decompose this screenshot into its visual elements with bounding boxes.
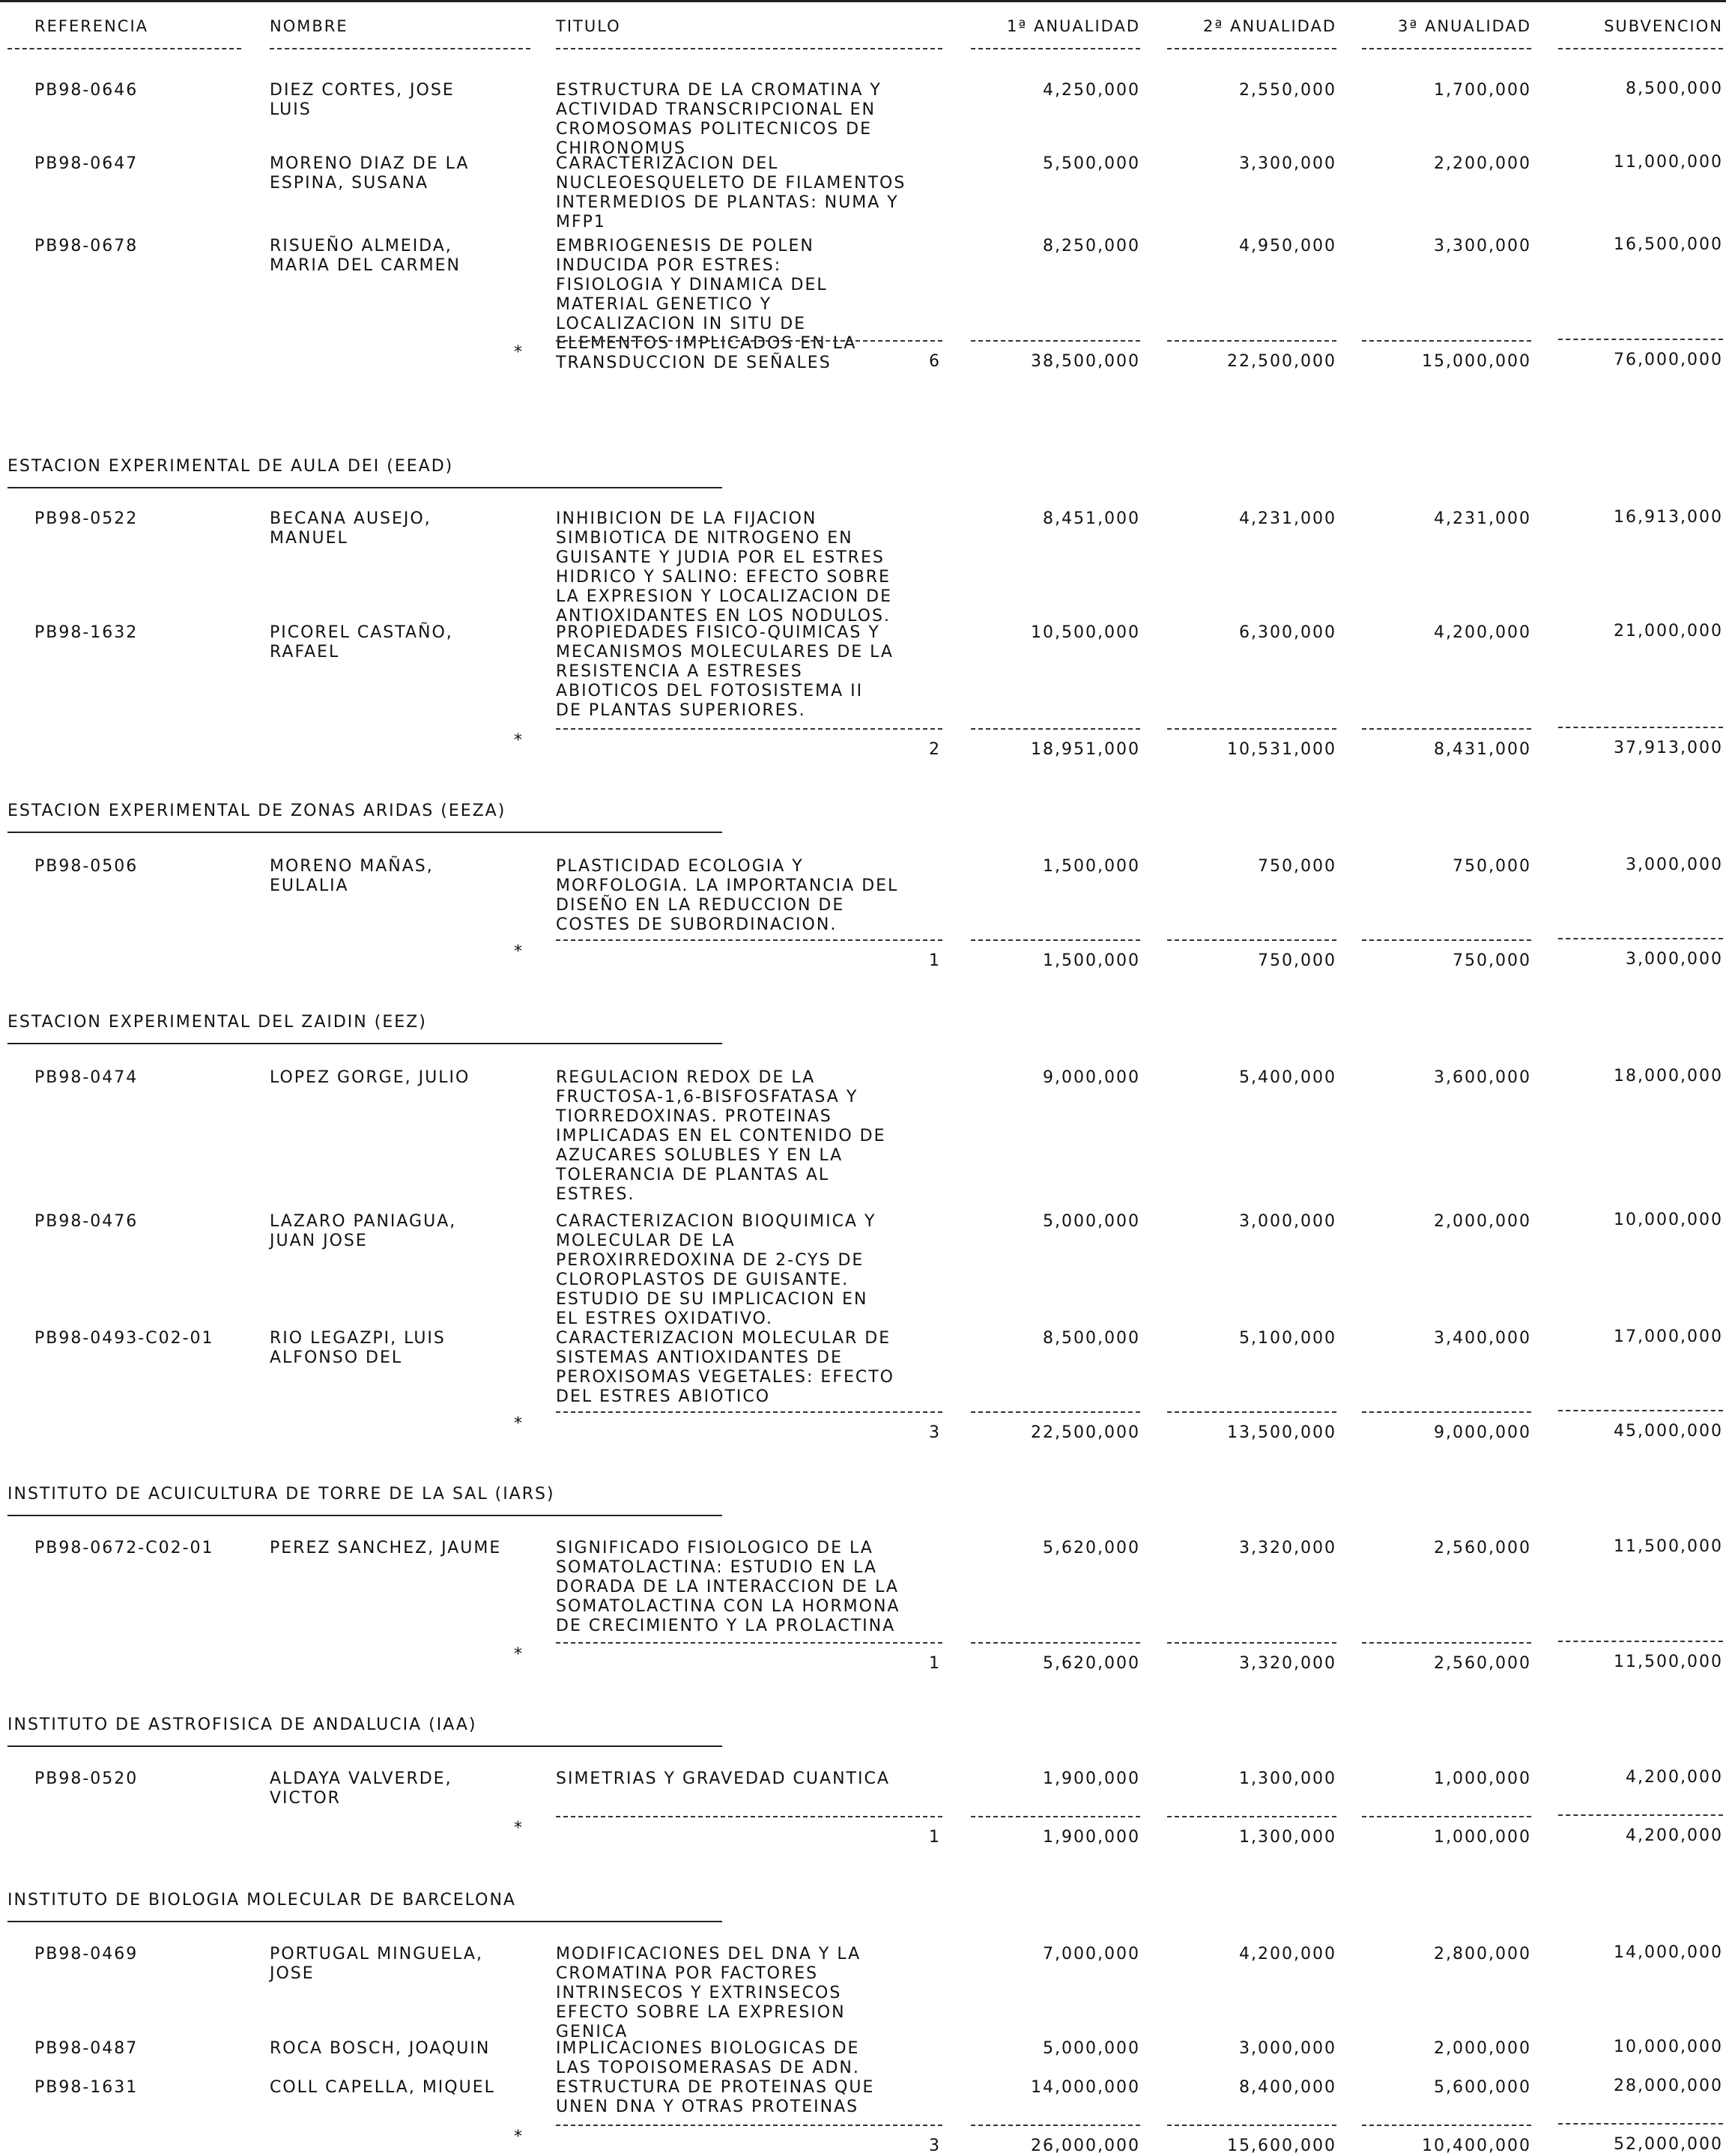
subtotal-dashes-y1 xyxy=(971,939,1140,941)
cell-titulo: PROPIEDADES FISICO-QUIMICAS Y MECANISMOS MOLECULARES DE LA RESISTENCIA A ESTRESES ABIOTICOS DEL FOTOSISTEMA II DE PLANTAS SUPERIORES. xyxy=(556,623,894,720)
cell-titulo: CARACTERIZACION DEL NUCLEOESQUELETO DE FILAMENTOS INTERMEDIOS DE PLANTAS: NUMA Y MFP1 xyxy=(556,154,906,231)
cell-titulo: EMBRIOGENESIS DE POLEN INDUCIDA POR ESTRES: FISIOLOGIA Y DINAMICA DEL MATERIAL GENETICO Y LOCALIZACION IN SITU DE ELEMENTOS IMPLICADOS EN LA TRANSDUCCION DE SEÑALES xyxy=(556,237,857,372)
subtotal-subvencion: 4,200,000 xyxy=(1626,1826,1723,1845)
cell-referencia: PB98-0520 xyxy=(34,1769,139,1788)
subtotal-dashes-y1 xyxy=(971,1816,1140,1817)
cell-anualidad-2: 5,100,000 xyxy=(1239,1329,1336,1348)
institution-underline xyxy=(7,832,722,833)
subtotal-dashes-title xyxy=(556,939,942,941)
header-dashes-y3 xyxy=(1362,48,1531,49)
header-subvencion: SUBVENCION xyxy=(1604,17,1723,35)
subtotal-star: * xyxy=(514,1645,524,1664)
cell-subvencion: 14,000,000 xyxy=(1614,1943,1723,1962)
subtotal-anualidad-1: 22,500,000 xyxy=(1031,1423,1140,1442)
cell-referencia: PB98-0487 xyxy=(34,2039,139,2058)
subtotal-count: 6 xyxy=(929,352,941,371)
header-referencia: REFERENCIA xyxy=(34,17,148,35)
cell-anualidad-3: 2,560,000 xyxy=(1434,1539,1531,1557)
subtotal-dashes-y3 xyxy=(1362,1816,1531,1817)
cell-anualidad-1: 8,451,000 xyxy=(1043,509,1140,528)
cell-titulo: REGULACION REDOX DE LA FRUCTOSA-1,6-BISFOSFATASA Y TIORREDOXINAS. PROTEINAS IMPLICADAS EN EL CONTENIDO DE AZUCARES SOLUBLES Y EN LA TOLERANCIA DE PLANTAS AL ESTRES. xyxy=(556,1068,886,1204)
subtotal-anualidad-1: 26,000,000 xyxy=(1031,2137,1140,2155)
cell-subvencion: 3,000,000 xyxy=(1626,856,1723,874)
cell-anualidad-2: 3,000,000 xyxy=(1239,1212,1336,1231)
cell-anualidad-2: 1,300,000 xyxy=(1239,1769,1336,1788)
subtotal-subvencion: 52,000,000 xyxy=(1614,2135,1723,2154)
subtotal-anualidad-3: 9,000,000 xyxy=(1434,1423,1531,1442)
institution-name: ESTACION EXPERIMENTAL DE AULA DEI (EEAD) xyxy=(7,457,454,476)
subtotal-anualidad-1: 1,500,000 xyxy=(1043,951,1140,970)
cell-referencia: PB98-1632 xyxy=(34,623,139,642)
subtotal-dashes-title xyxy=(556,1642,942,1644)
cell-nombre: RIO LEGAZPI, LUIS ALFONSO DEL xyxy=(270,1329,446,1367)
subtotal-anualidad-2: 13,500,000 xyxy=(1227,1423,1336,1442)
subtotal-count: 1 xyxy=(929,951,941,970)
subtotal-count: 1 xyxy=(929,1828,941,1847)
subtotal-anualidad-3: 1,000,000 xyxy=(1434,1828,1531,1847)
subtotal-subvencion: 11,500,000 xyxy=(1614,1653,1723,1671)
cell-subvencion: 8,500,000 xyxy=(1626,79,1723,98)
cell-anualidad-3: 3,300,000 xyxy=(1434,237,1531,255)
cell-nombre: COLL CAPELLA, MIQUEL xyxy=(270,2078,495,2097)
cell-anualidad-3: 750,000 xyxy=(1453,857,1531,876)
subtotal-dashes-total xyxy=(1558,339,1723,340)
cell-nombre: PICOREL CASTAÑO, RAFAEL xyxy=(270,623,453,661)
subtotal-count: 3 xyxy=(929,2137,941,2155)
cell-anualidad-1: 8,250,000 xyxy=(1043,237,1140,255)
cell-nombre: ROCA BOSCH, JOAQUIN xyxy=(270,2039,491,2058)
cell-subvencion: 10,000,000 xyxy=(1614,1211,1723,1229)
cell-anualidad-2: 3,300,000 xyxy=(1239,154,1336,173)
header-titulo: TITULO xyxy=(556,17,621,35)
subtotal-anualidad-2: 10,531,000 xyxy=(1227,740,1336,759)
cell-nombre: DIEZ CORTES, JOSE LUIS xyxy=(270,81,455,119)
subtotal-dashes-total xyxy=(1558,727,1723,728)
cell-anualidad-1: 5,500,000 xyxy=(1043,154,1140,173)
cell-titulo: SIMETRIAS Y GRAVEDAD CUANTICA xyxy=(556,1769,890,1788)
cell-nombre: RISUEÑO ALMEIDA, MARIA DEL CARMEN xyxy=(270,237,461,275)
subtotal-count: 2 xyxy=(929,740,941,759)
cell-anualidad-3: 2,000,000 xyxy=(1434,1212,1531,1231)
cell-subvencion: 10,000,000 xyxy=(1614,2038,1723,2056)
subtotal-star: * xyxy=(514,1819,524,1838)
subtotal-anualidad-3: 2,560,000 xyxy=(1434,1654,1531,1673)
cell-anualidad-2: 750,000 xyxy=(1258,857,1336,876)
cell-subvencion: 11,500,000 xyxy=(1614,1537,1723,1556)
cell-anualidad-2: 4,950,000 xyxy=(1239,237,1336,255)
cell-anualidad-3: 1,700,000 xyxy=(1434,81,1531,100)
subtotal-dashes-title xyxy=(556,1816,942,1817)
cell-subvencion: 17,000,000 xyxy=(1614,1327,1723,1346)
cell-titulo: SIGNIFICADO FISIOLOGICO DE LA SOMATOLACTINA: ESTUDIO EN LA DORADA DE LA INTERACCION DE LA SOMATOLACTINA CON LA HORMONA DE CRECIMIENTO Y LA PROLACTINA xyxy=(556,1539,900,1635)
institution-name: ESTACION EXPERIMENTAL DE ZONAS ARIDAS (EEZA) xyxy=(7,802,506,820)
institution-underline xyxy=(7,1745,722,1747)
subtotal-dashes-total xyxy=(1558,1814,1723,1816)
subtotal-anualidad-3: 750,000 xyxy=(1453,951,1531,970)
cell-subvencion: 4,200,000 xyxy=(1626,1768,1723,1787)
header-dashes-name xyxy=(270,48,530,49)
subtotal-dashes-y2 xyxy=(1167,1816,1336,1817)
cell-titulo: ESTRUCTURA DE LA CROMATINA Y ACTIVIDAD TRANSCRIPCIONAL EN CROMOSOMAS POLITECNICOS DE CHIRONOMUS xyxy=(556,81,882,158)
cell-nombre: MORENO DIAZ DE LA ESPINA, SUSANA xyxy=(270,154,470,193)
cell-subvencion: 21,000,000 xyxy=(1614,622,1723,641)
cell-anualidad-2: 3,000,000 xyxy=(1239,2039,1336,2058)
institution-name: INSTITUTO DE ACUICULTURA DE TORRE DE LA SAL (IARS) xyxy=(7,1485,555,1504)
cell-titulo: CARACTERIZACION MOLECULAR DE SISTEMAS ANTIOXIDANTES DE PEROXISOMAS VEGETALES: EFECTO DEL ESTRES ABIOTICO xyxy=(556,1329,894,1406)
subtotal-dashes-y3 xyxy=(1362,1642,1531,1644)
cell-anualidad-3: 2,200,000 xyxy=(1434,154,1531,173)
cell-referencia: PB98-0506 xyxy=(34,857,139,876)
subtotal-subvencion: 37,913,000 xyxy=(1614,739,1723,757)
header-dashes-title xyxy=(556,48,942,49)
cell-anualidad-3: 5,600,000 xyxy=(1434,2078,1531,2097)
subtotal-star: * xyxy=(514,343,524,362)
header-anualidad-2: 2ª ANUALIDAD xyxy=(1203,17,1336,35)
cell-anualidad-3: 4,200,000 xyxy=(1434,623,1531,642)
subtotal-anualidad-3: 15,000,000 xyxy=(1422,352,1531,371)
subtotal-dashes-title xyxy=(556,1411,942,1413)
cell-anualidad-3: 4,231,000 xyxy=(1434,509,1531,528)
cell-anualidad-1: 8,500,000 xyxy=(1043,1329,1140,1348)
cell-anualidad-3: 3,600,000 xyxy=(1434,1068,1531,1087)
subtotal-subvencion: 45,000,000 xyxy=(1614,1422,1723,1441)
cell-anualidad-3: 1,000,000 xyxy=(1434,1769,1531,1788)
cell-titulo: CARACTERIZACION BIOQUIMICA Y MOLECULAR DE LA PEROXIRREDOXINA DE 2-CYS DE CLOROPLASTOS DE GUISANTE. ESTUDIO DE SU IMPLICACION EN EL ESTRES OXIDATIVO. xyxy=(556,1212,876,1328)
subtotal-anualidad-3: 8,431,000 xyxy=(1434,740,1531,759)
cell-nombre: PORTUGAL MINGUELA, JOSE xyxy=(270,1945,483,1983)
subtotal-dashes-y3 xyxy=(1362,1411,1531,1413)
cell-anualidad-1: 4,250,000 xyxy=(1043,81,1140,100)
cell-anualidad-1: 5,000,000 xyxy=(1043,1212,1140,1231)
subtotal-dashes-y2 xyxy=(1167,2125,1336,2126)
cell-nombre: LAZARO PANIAGUA, JUAN JOSE xyxy=(270,1212,457,1250)
cell-titulo: INHIBICION DE LA FIJACION SIMBIOTICA DE NITROGENO EN GUISANTE Y JUDIA POR EL ESTRES HIDRICO Y SALINO: EFECTO SOBRE LA EXPRESION Y LOCALIZACION DE ANTIOXIDANTES EN LOS NODULOS. xyxy=(556,509,893,626)
header-dashes-ref xyxy=(7,48,241,49)
cell-subvencion: 16,913,000 xyxy=(1614,508,1723,527)
subtotal-anualidad-1: 5,620,000 xyxy=(1043,1654,1140,1673)
subtotal-dashes-y1 xyxy=(971,728,1140,730)
subtotal-anualidad-2: 15,600,000 xyxy=(1227,2137,1336,2155)
cell-referencia: PB98-0522 xyxy=(34,509,139,528)
subtotal-dashes-y2 xyxy=(1167,939,1336,941)
subtotal-dashes-y2 xyxy=(1167,340,1336,342)
subtotal-anualidad-1: 18,951,000 xyxy=(1031,740,1140,759)
cell-nombre: BECANA AUSEJO, MANUEL xyxy=(270,509,432,548)
cell-titulo: PLASTICIDAD ECOLOGIA Y MORFOLOGIA. LA IMPORTANCIA DEL DISEÑO EN LA REDUCCION DE COSTES DE SUBORDINACION. xyxy=(556,857,899,934)
subtotal-star: * xyxy=(514,2128,524,2146)
cell-anualidad-3: 3,400,000 xyxy=(1434,1329,1531,1348)
cell-anualidad-1: 1,900,000 xyxy=(1043,1769,1140,1788)
institution-name: ESTACION EXPERIMENTAL DEL ZAIDIN (EEZ) xyxy=(7,1013,427,1032)
subtotal-dashes-total xyxy=(1558,2123,1723,2125)
subtotal-star: * xyxy=(514,731,524,750)
subtotal-count: 1 xyxy=(929,1654,941,1673)
subtotal-anualidad-2: 3,320,000 xyxy=(1239,1654,1336,1673)
cell-anualidad-1: 5,620,000 xyxy=(1043,1539,1140,1557)
institution-name: INSTITUTO DE ASTROFISICA DE ANDALUCIA (IAA) xyxy=(7,1716,477,1734)
subtotal-dashes-y2 xyxy=(1167,1411,1336,1413)
cell-subvencion: 18,000,000 xyxy=(1614,1067,1723,1085)
cell-subvencion: 11,000,000 xyxy=(1614,153,1723,172)
subtotal-dashes-y2 xyxy=(1167,728,1336,730)
subtotal-anualidad-3: 10,400,000 xyxy=(1422,2137,1531,2155)
cell-anualidad-3: 2,000,000 xyxy=(1434,2039,1531,2058)
cell-referencia: PB98-0647 xyxy=(34,154,139,173)
institution-underline xyxy=(7,1921,722,1922)
cell-titulo: IMPLICACIONES BIOLOGICAS DE LAS TOPOISOMERASAS DE ADN. xyxy=(556,2039,860,2077)
cell-referencia: PB98-0469 xyxy=(34,1945,139,1963)
subtotal-star: * xyxy=(514,1414,524,1433)
subtotal-count: 3 xyxy=(929,1423,941,1442)
subtotal-subvencion: 3,000,000 xyxy=(1626,950,1723,969)
subtotal-dashes-y1 xyxy=(971,1411,1140,1413)
subtotal-anualidad-2: 22,500,000 xyxy=(1227,352,1336,371)
cell-referencia: PB98-1631 xyxy=(34,2078,139,2097)
cell-anualidad-2: 4,200,000 xyxy=(1239,1945,1336,1963)
cell-anualidad-2: 4,231,000 xyxy=(1239,509,1336,528)
subtotal-dashes-y1 xyxy=(971,2125,1140,2126)
header-dashes-total xyxy=(1558,48,1723,49)
subtotal-anualidad-1: 38,500,000 xyxy=(1031,352,1140,371)
cell-anualidad-2: 6,300,000 xyxy=(1239,623,1336,642)
cell-nombre: LOPEZ GORGE, JULIO xyxy=(270,1068,470,1087)
cell-nombre: MORENO MAÑAS, EULALIA xyxy=(270,857,434,895)
cell-referencia: PB98-0476 xyxy=(34,1212,139,1231)
subtotal-dashes-y3 xyxy=(1362,939,1531,941)
top-rule xyxy=(0,0,1726,2)
cell-referencia: PB98-0493-C02-01 xyxy=(34,1329,214,1348)
institution-name: INSTITUTO DE BIOLOGIA MOLECULAR DE BARCELONA xyxy=(7,1891,516,1910)
subtotal-anualidad-2: 750,000 xyxy=(1258,951,1336,970)
header-anualidad-1: 1ª ANUALIDAD xyxy=(1007,17,1140,35)
cell-subvencion: 16,500,000 xyxy=(1614,235,1723,254)
cell-anualidad-1: 10,500,000 xyxy=(1031,623,1140,642)
subtotal-dashes-y1 xyxy=(971,340,1140,342)
cell-anualidad-1: 7,000,000 xyxy=(1043,1945,1140,1963)
header-anualidad-3: 3ª ANUALIDAD xyxy=(1398,17,1531,35)
subtotal-dashes-title xyxy=(556,340,942,342)
cell-referencia: PB98-0646 xyxy=(34,81,139,100)
subtotal-dashes-total xyxy=(1558,1641,1723,1642)
cell-titulo: ESTRUCTURA DE PROTEINAS QUE UNEN DNA Y OTRAS PROTEINAS xyxy=(556,2078,875,2116)
institution-underline xyxy=(7,1043,722,1044)
cell-anualidad-1: 14,000,000 xyxy=(1031,2078,1140,2097)
subtotal-dashes-y3 xyxy=(1362,728,1531,730)
subtotal-dashes-title xyxy=(556,728,942,730)
cell-anualidad-2: 2,550,000 xyxy=(1239,81,1336,100)
subtotal-dashes-total xyxy=(1558,1410,1723,1411)
cell-anualidad-1: 1,500,000 xyxy=(1043,857,1140,876)
subtotal-star: * xyxy=(514,942,524,961)
cell-anualidad-2: 5,400,000 xyxy=(1239,1068,1336,1087)
header-nombre: NOMBRE xyxy=(270,17,348,35)
cell-anualidad-1: 9,000,000 xyxy=(1043,1068,1140,1087)
subtotal-dashes-total xyxy=(1558,938,1723,939)
header-dashes-y2 xyxy=(1167,48,1336,49)
cell-nombre: PEREZ SANCHEZ, JAUME xyxy=(270,1539,502,1557)
cell-titulo: MODIFICACIONES DEL DNA Y LA CROMATINA POR FACTORES INTRINSECOS Y EXTRINSECOS EFECTO SOBRE LA EXPRESION GENICA xyxy=(556,1945,862,2041)
subtotal-dashes-y1 xyxy=(971,1642,1140,1644)
subtotal-dashes-y3 xyxy=(1362,2125,1531,2126)
cell-referencia: PB98-0672-C02-01 xyxy=(34,1539,214,1557)
cell-subvencion: 28,000,000 xyxy=(1614,2077,1723,2095)
institution-underline xyxy=(7,1515,722,1516)
cell-referencia: PB98-0678 xyxy=(34,237,139,255)
cell-nombre: ALDAYA VALVERDE, VICTOR xyxy=(270,1769,452,1808)
cell-anualidad-2: 8,400,000 xyxy=(1239,2078,1336,2097)
subtotal-anualidad-2: 1,300,000 xyxy=(1239,1828,1336,1847)
header-dashes-y1 xyxy=(971,48,1140,49)
cell-anualidad-3: 2,800,000 xyxy=(1434,1945,1531,1963)
subtotal-dashes-y3 xyxy=(1362,340,1531,342)
cell-anualidad-1: 5,000,000 xyxy=(1043,2039,1140,2058)
cell-anualidad-2: 3,320,000 xyxy=(1239,1539,1336,1557)
subtotal-anualidad-1: 1,900,000 xyxy=(1043,1828,1140,1847)
subtotal-dashes-title xyxy=(556,2125,942,2126)
subtotal-subvencion: 76,000,000 xyxy=(1614,351,1723,369)
subtotal-dashes-y2 xyxy=(1167,1642,1336,1644)
institution-underline xyxy=(7,487,722,488)
cell-referencia: PB98-0474 xyxy=(34,1068,139,1087)
